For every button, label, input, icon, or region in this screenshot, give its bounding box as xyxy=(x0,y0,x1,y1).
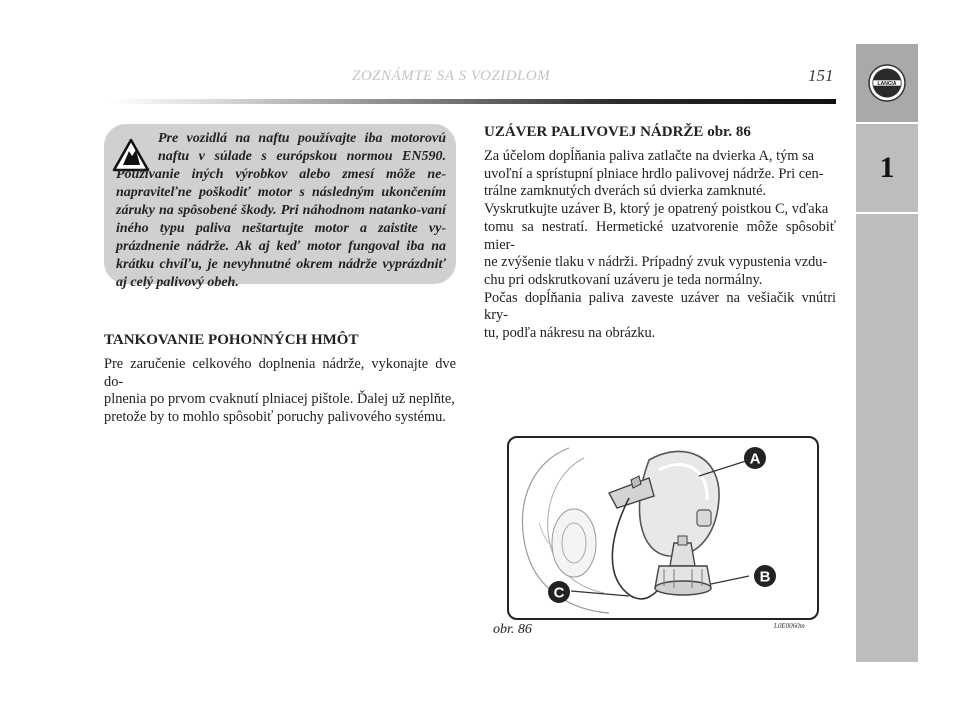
running-header-title: ZOZNÁMTE SA S VOZIDLOM xyxy=(352,68,551,84)
text-line: plnenia po prvom cvaknutí plniacej pištole. Ďalej už neplňte, xyxy=(104,391,455,408)
text-line: tomu sa nestratí. Hermetické uzatvorenie môže spôsobiť mier- xyxy=(484,218,836,253)
text-line: uvoľní a sprístupní plniace hrdlo palivovej nádrže. Pri cen- xyxy=(484,165,824,182)
page-number: 151 xyxy=(808,66,834,85)
figure-caption: obr. 86 xyxy=(493,622,532,637)
warning-text: Pre vozidlá na naftu používajte iba motorovú naftu v súlade s európskou normou EN590. Používanie iných výrobkov alebo zmesí môže ne-napraviteľne poškodiť motor s následným ukončením záruky na spôsobené škody. Pri náhodnom natanko-vaní iného typu paliva neštartujte motor a zaistite vy-prázdnenie nádrže. Ak aj keď motor fungoval iba na krátku chvíľu, je nevyhnutné okrem nádrže vyprázdniť aj celý palivový obeh. xyxy=(116,131,446,290)
chapter-number: 1 xyxy=(879,151,895,184)
chapter-separator xyxy=(856,212,918,214)
section-title-refuelling: TANKOVANIE POHONNÝCH HMÔT xyxy=(104,332,359,348)
label-a: A xyxy=(749,450,761,468)
header-rule xyxy=(108,99,836,104)
logo-wordmark: LANCIA xyxy=(877,81,897,87)
figure-code: L0E0060m xyxy=(774,622,805,630)
text-line: ne zvýšenie tlaku v nádrži. Prípadný zvuk vypustenia vzdu- xyxy=(484,254,828,271)
text-line: chu pri odskrutkovaní uzáveru je teda normálny. xyxy=(484,271,763,288)
label-c: C xyxy=(553,584,565,602)
text-line: Vyskrutkujte uzáver B, ktorý je opatrený poistkou C, vďaka xyxy=(484,201,829,218)
figure-86 xyxy=(507,436,819,620)
text-line: Počas dopĺňania paliva zaveste uzáver na vešiačik vnútri kry- xyxy=(484,289,836,324)
fuel-cap-illustration xyxy=(509,438,817,618)
text-line: pretože by to mohlo spôsobiť poruchy palivového systému. xyxy=(104,409,446,426)
text-line: tu, podľa nákresu na obrázku. xyxy=(484,325,656,342)
label-b: B xyxy=(759,568,771,586)
section-title-fuel-cap: UZÁVER PALIVOVEJ NÁDRŽE obr. 86 xyxy=(484,124,751,140)
text-line: Za účelom dopĺňania paliva zatlačte na dvierka A, tým sa xyxy=(484,148,815,164)
fuel-cap-paragraph xyxy=(484,148,836,343)
chapter-sidetab xyxy=(856,44,918,662)
lancia-logo-icon xyxy=(867,63,907,103)
text-line: trálne zamknutých dverách sú dvierka zamknuté. xyxy=(484,183,767,200)
refuelling-paragraph xyxy=(104,356,456,427)
brand-logo-box xyxy=(856,44,918,122)
text-line: Pre zaručenie celkového doplnenia nádrže, vykonajte dve do- xyxy=(104,356,456,390)
